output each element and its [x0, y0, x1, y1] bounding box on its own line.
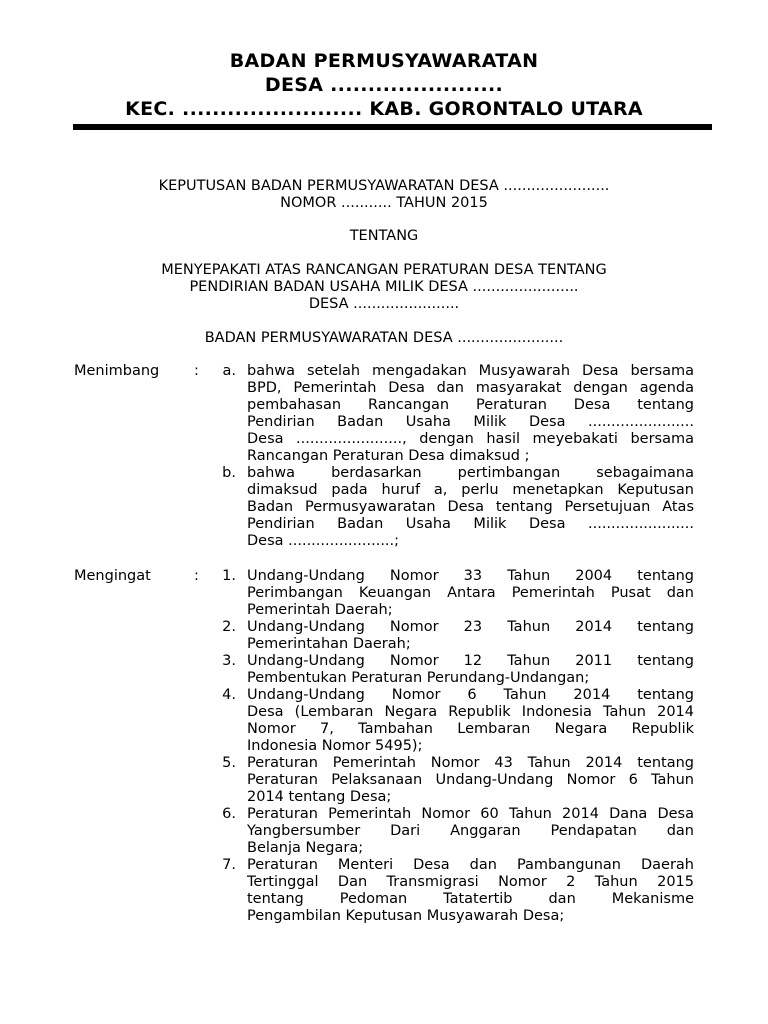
mengingat-item-line: 2014 tentang Desa; — [247, 789, 392, 805]
mengingat-item-line: Undang-Undang Nomor 6 Tahun 2014 tentang — [247, 687, 694, 703]
menimbang-item-text — [247, 465, 694, 550]
mengingat-item — [0, 653, 768, 687]
decree-subject-line-3: DESA ....................... — [308, 296, 460, 312]
mengingat-item — [0, 755, 768, 806]
menimbang-item-line: bahwa berdasarkan pertimbangan sebagaimana — [247, 465, 694, 481]
mengingat-item — [0, 619, 768, 653]
menimbang-item — [0, 363, 768, 465]
mengingat-item — [0, 806, 768, 857]
mengingat-item-line: Pemerintah Daerah; — [247, 602, 393, 618]
mengingat-item-number: 7. — [222, 857, 236, 873]
menimbang-item-number: a. — [222, 363, 236, 379]
letterhead-line-3: KEC. ........................ KAB. GORONTALO UTARA — [125, 98, 643, 120]
mengingat-item-line: Yangbersumber Dari Anggaran Pendapatan dan — [247, 823, 694, 839]
decree-tentang — [0, 228, 768, 245]
mengingat-item-number: 1. — [222, 568, 236, 584]
mengingat-item — [0, 687, 768, 755]
decree-title — [0, 178, 768, 212]
menimbang-item-number: b. — [222, 465, 236, 481]
mengingat-item-line: Pengambilan Keputusan Musyawarah Desa; — [247, 908, 565, 924]
menimbang-item-line: Badan Permusyawaratan Desa tentang Persetujuan Atas — [247, 499, 694, 515]
mengingat-item-text — [247, 857, 694, 925]
menimbang-item-line: Pendirian Badan Usaha Milik Desa ....................... — [247, 414, 694, 430]
mengingat-item-text — [247, 806, 694, 857]
menimbang-item-line: bahwa setelah mengadakan Musyawarah Desa bersama — [247, 363, 694, 379]
mengingat-colon: : — [194, 568, 199, 584]
menimbang-item-line: pembahasan Rancangan Peraturan Desa tentang — [247, 397, 694, 413]
menimbang-colon: : — [194, 363, 199, 379]
mengingat-item-line: Peraturan Pelaksanaan Undang-Undang Nomor 6 Tahun — [247, 772, 694, 788]
mengingat-item-line: Pemerintahan Daerah; — [247, 636, 411, 652]
tentang-heading: TENTANG — [349, 228, 419, 244]
menimbang-item-line: Desa ......................., dengan hasil meyebakati bersama — [247, 431, 694, 447]
menimbang-item-line: Rancangan Peraturan Desa dimaksud ; — [247, 448, 530, 464]
mengingat-item-text — [247, 653, 694, 687]
menimbang-item-line: Desa .......................; — [247, 533, 400, 549]
mengingat-item-number: 3. — [222, 653, 236, 669]
mengingat-label: Mengingat — [74, 568, 151, 584]
mengingat-item-number: 4. — [222, 687, 236, 703]
menimbang-item — [0, 465, 768, 550]
mengingat-item-number: 6. — [222, 806, 236, 822]
mengingat-item-line: Undang-Undang Nomor 12 Tahun 2011 tentang — [247, 653, 694, 669]
menimbang-item-line: Pendirian Badan Usaha Milik Desa ....................... — [247, 516, 694, 532]
mengingat-item-line: Undang-Undang Nomor 33 Tahun 2004 tentang — [247, 568, 694, 584]
mengingat-item-line: Desa (Lembaran Negara Republik Indonesia Tahun 2014 — [247, 704, 694, 720]
mengingat-item-line: Perimbangan Keuangan Antara Pemerintah Pusat dan — [247, 585, 694, 601]
letterhead-line-2: DESA ....................... — [264, 74, 504, 96]
menimbang-item-line: BPD, Pemerintah Desa dan masyarakat dengan agenda — [247, 380, 694, 396]
menimbang-item-line: dimaksud pada huruf a, perlu menetapkan Keputusan — [247, 482, 694, 498]
mengingat-item-text — [247, 568, 694, 619]
decree-subject-line-2: PENDIRIAN BADAN USAHA MILIK DESA ....................... — [189, 279, 579, 295]
mengingat-item-line: Peraturan Menteri Desa dan Pambangunan Daerah — [247, 857, 694, 873]
mengingat-item-line: Tertinggal Dan Transmigrasi Nomor 2 Tahun 2015 — [247, 874, 694, 890]
menimbang-section — [0, 363, 768, 550]
mengingat-item-line: Peraturan Pemerintah Nomor 43 Tahun 2014 tentang — [247, 755, 694, 771]
mengingat-section — [0, 568, 768, 925]
mengingat-item-text — [247, 687, 694, 755]
decree-body-heading — [0, 330, 768, 347]
letterhead-divider — [73, 124, 712, 130]
decree-number-line: NOMOR ........... TAHUN 2015 — [280, 195, 488, 211]
menimbang-item-text — [247, 363, 694, 465]
mengingat-item-line: Belanja Negara; — [247, 840, 364, 856]
mengingat-item-line: Nomor 7, Tambahan Lembaran Negara Republik — [247, 721, 694, 737]
mengingat-item-line: Undang-Undang Nomor 23 Tahun 2014 tentang — [247, 619, 694, 635]
mengingat-item-line: tentang Pedoman Tatatertib dan Mekanisme — [247, 891, 694, 907]
mengingat-item — [0, 568, 768, 619]
mengingat-item-text — [247, 619, 694, 653]
decree-title-line-1: KEPUTUSAN BADAN PERMUSYAWARATAN DESA ....................... — [158, 178, 610, 194]
mengingat-item-line: Indonesia Nomor 5495); — [247, 738, 423, 754]
mengingat-item — [0, 857, 768, 925]
mengingat-item-number: 5. — [222, 755, 236, 771]
letterhead — [0, 49, 768, 121]
letterhead-line-1: BADAN PERMUSYAWARATAN — [229, 50, 539, 72]
decree-subject-line-1: MENYEPAKATI ATAS RANCANGAN PERATURAN DESA TENTANG — [161, 262, 607, 278]
menimbang-label: Menimbang — [74, 363, 160, 379]
mengingat-item-text — [247, 755, 694, 806]
mengingat-list — [0, 568, 768, 925]
decree-body-heading-text: BADAN PERMUSYAWARATAN DESA ....................... — [204, 330, 564, 346]
mengingat-item-line: Pembentukan Peraturan Perundang-Undangan; — [247, 670, 590, 686]
mengingat-item-number: 2. — [222, 619, 236, 635]
decree-subject — [0, 262, 768, 313]
menimbang-list — [0, 363, 768, 550]
mengingat-item-line: Peraturan Pemerintah Nomor 60 Tahun 2014 Dana Desa — [247, 806, 694, 822]
